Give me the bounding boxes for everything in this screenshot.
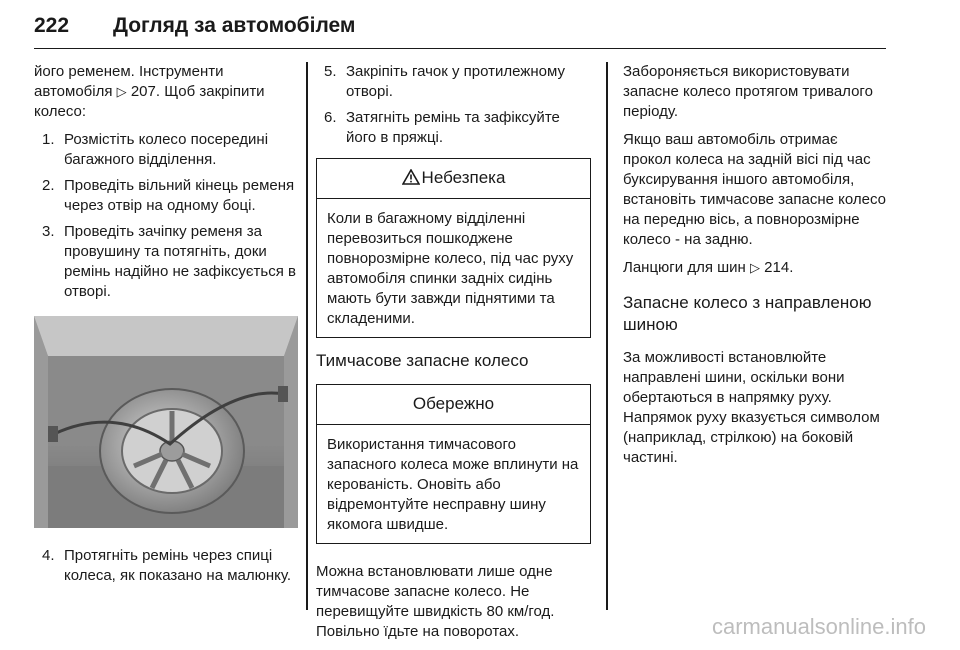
trunk-wheel-image	[34, 316, 298, 528]
list-item	[316, 62, 591, 102]
watermark: carmanualsonline.info	[711, 614, 926, 639]
steps-list-4	[34, 546, 298, 586]
reference-arrow-icon: ▷	[116, 84, 127, 99]
step-text: Затягніть ремінь та зафіксуйте його в пряжці.	[346, 109, 560, 146]
danger-box-body: Коли в багажному відділенні перевозиться пошкоджене повнорозмірне колесо, під час руху автомобіля спинки задніх сидінь мають бути завжди піднятими та складеними.	[327, 210, 574, 327]
list-item	[316, 108, 591, 148]
step-text: Проведіть вільний кінець ременя через отвір на одному боці.	[64, 177, 295, 214]
step-text: Проведіть зачіпку ременя за провушину та потягніть, доки ремінь надійно не зафіксується в отворі.	[64, 223, 296, 300]
steps-list-1-3	[34, 130, 298, 302]
column-middle	[316, 62, 591, 650]
step-number: 1.	[42, 131, 55, 148]
spare-wheel-illustration	[34, 316, 298, 528]
steps-list-5-6	[316, 62, 591, 148]
list-item	[34, 222, 298, 302]
paragraph-2: Якщо ваш автомобіль отримає прокол колеса на задній вісі під час буксирування іншого автомобіля, встановіть тимчасове запасне колесо на передню вісь, а повнорозмірне колесо - на задню.	[623, 131, 886, 248]
paragraph-1: Забороняється використовувати запасне колесо протягом тривалого періоду.	[623, 63, 873, 120]
tire-chains-page-reference[interactable]: 214	[764, 259, 790, 276]
column-left	[34, 62, 298, 592]
step-number: 3.	[42, 223, 55, 240]
caution-box	[316, 384, 591, 544]
tire-chains-text: Ланцюги для шин	[623, 259, 746, 276]
step-number: 4.	[42, 547, 55, 564]
warning-triangle-icon	[402, 169, 420, 185]
step-text: Закріпіть гачок у протилежному отворі.	[346, 63, 565, 100]
intro-text-end: . Щоб закріпити колесо:	[34, 83, 265, 120]
danger-box-title	[317, 159, 590, 199]
danger-box	[316, 158, 591, 338]
step-text: Розмістіть колесо посередині багажного відділення.	[64, 131, 269, 168]
step-number: 2.	[42, 177, 55, 194]
page-title: Догляд за автомобілем	[113, 14, 356, 37]
paragraph-4: За можливості встановлюйте направлені шини, оскільки вони обертаються в напрямку руху. Напрямок руху вказується символом (наприклад, стрілкою) на боковій частині.	[623, 349, 880, 466]
section-heading-temporary-spare: Тимчасове запасне колесо	[316, 351, 529, 370]
column-divider	[306, 62, 308, 610]
intro-text: його ременем. Інструменти автомобіля	[34, 63, 224, 100]
intro-paragraph	[34, 62, 298, 122]
temporary-spare-paragraph: Можна встановлювати лише одне тимчасове запасне колесо. Не перевищуйте швидкість 80 км/год. Повільно їдьте на поворотах.	[316, 563, 555, 640]
danger-title-text: Небезпека	[421, 168, 506, 187]
step-number: 6.	[324, 109, 337, 126]
page-number: 222	[34, 14, 70, 37]
caution-box-title: Обережно	[317, 385, 590, 425]
list-item	[34, 130, 298, 170]
caution-box-body: Використання тимчасового запасного колеса може вплинути на керованість. Оновіть або відремонтуйте несправну шину якомога швидше.	[327, 436, 579, 533]
list-item	[34, 546, 298, 586]
reference-arrow-icon: ▷	[750, 260, 760, 275]
intro-page-reference[interactable]: 207	[130, 83, 156, 100]
step-number: 5.	[324, 63, 337, 80]
step-text: Протягніть ремінь через спиці колеса, як показано на малюнку.	[64, 547, 292, 584]
list-item	[34, 176, 298, 216]
paragraph-3	[623, 258, 888, 278]
page-header	[34, 12, 886, 49]
column-right	[623, 62, 888, 476]
column-divider	[606, 62, 608, 610]
paragraph-3-end: .	[789, 259, 794, 276]
section-heading-directional-tire: Запасне колесо з направленою шиною	[623, 293, 872, 334]
